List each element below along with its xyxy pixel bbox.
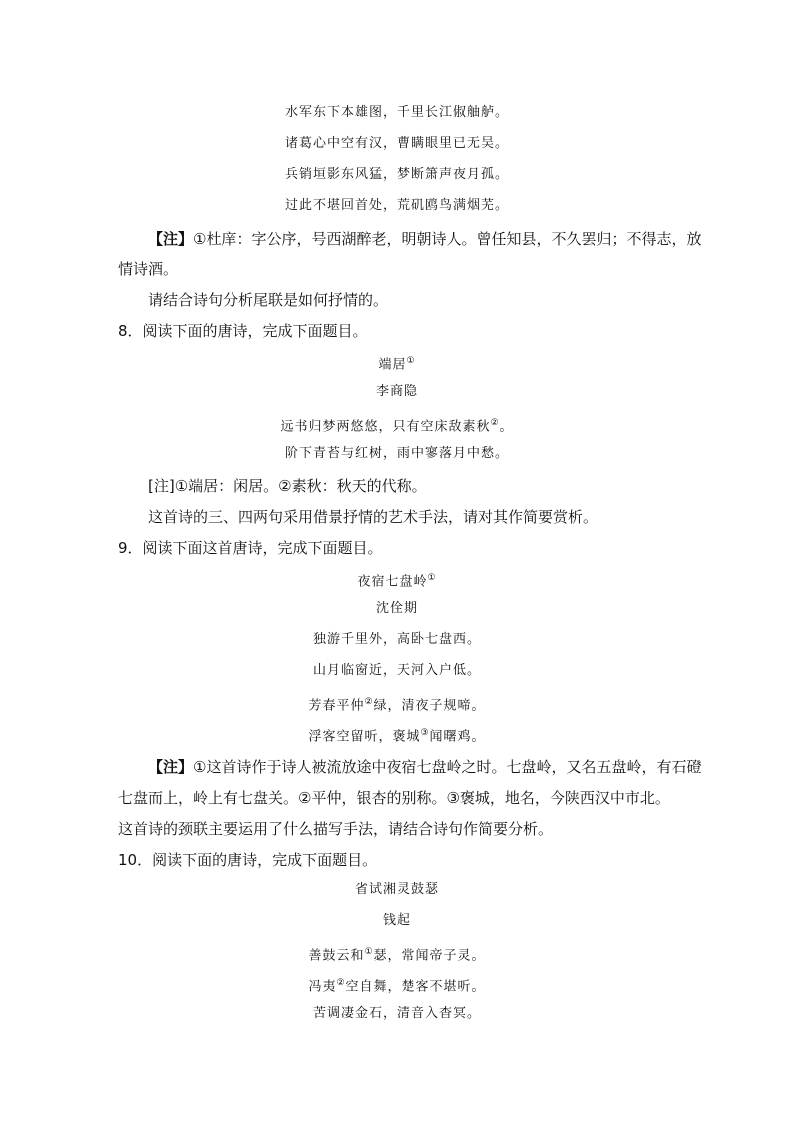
note-tag: 【注】 [148,230,194,248]
poem1-question: 请结合诗句分析尾联是如何抒情的。 [148,291,389,309]
q8-question: 这首诗的三、四两句采用借景抒情的艺术手法，请对其作简要赏析。 [148,508,599,526]
q8-title [0,351,794,375]
q8-line-1-text: 远书归梦两悠悠，只有空床敌素秋 [280,419,491,435]
q9-note-tag: 【注】 [148,758,194,776]
q8-line-1-end: 。 [499,419,514,435]
q9-line-1: 独游千里外，高卧七盘西。 [312,632,481,647]
q10-line-1a: 善鼓云和 [308,948,365,964]
q9-author: 沈佺期 [375,601,418,616]
q9-line-3-sup: ② [364,697,374,707]
q8-author: 李商隐 [375,384,418,399]
q8-title-text: 端居 [378,357,407,373]
q10-line-2 [0,973,794,997]
q9-line-3a: 芳春平仲 [308,698,365,714]
q9-line-3b: 绿，清夜子规啼。 [373,698,486,714]
poem1-line-2: 诸葛心中空有汉，曹瞒眼里已无吴。 [284,136,509,151]
q9-line-4-sup: ③ [420,728,430,738]
q10-author: 钱起 [382,913,411,928]
q10-line-2b: 空自舞，楚客不堪听。 [345,979,486,995]
q9-title-sup: ① [427,573,437,583]
note-text: ①杜庠：字公序，号西湖醉老，明朝诗人。曾任知县，不久罢归；不得志，放 [193,230,702,248]
poem1-note-cont: 情诗酒。 [118,260,179,278]
q10-line-2a: 冯夷 [308,979,337,995]
q8-line-2: 阶下青苔与红树，雨中寥落月中愁。 [284,446,509,461]
q8-note: [注]①端居：闲居。②素秋：秋天的代称。 [148,477,427,495]
q10-line-3: 苦调凄金石，清音入杳冥。 [312,1006,481,1021]
poem1-line-1: 水军东下本雄图，千里长江俶舳舻。 [284,105,509,120]
poem1-line-4: 过此不堪回首处，荒矶鸥鸟满烟芜。 [284,198,509,213]
q9-title [0,568,794,592]
q9-heading: 9．阅读下面这首唐诗，完成下面题目。 [118,539,383,557]
q10-line-2-sup: ② [336,978,346,988]
q8-line-1 [0,413,794,437]
q9-title-text: 夜宿七盘岭 [357,574,428,590]
poem1-line-3: 兵销垣影东风猛，梦断箫声夜月孤。 [284,167,509,182]
poem1-note [148,229,718,249]
q8-title-sup: ① [406,356,416,366]
q10-title: 省试湘灵鼓瑟 [354,882,439,897]
q8-heading: 8．阅读下面的唐诗，完成下面题目。 [118,322,368,340]
q10-line-1 [0,942,794,966]
q9-note [148,757,718,777]
q9-line-4a: 浮客空留听，褒城 [308,729,421,745]
q10-line-1-sup: ① [364,947,374,957]
q9-note-text: ①这首诗作于诗人被流放途中夜宿七盘岭之时。七盘岭，又名五盘岭，有石磴 [193,758,702,776]
q9-note-cont: 七盘而上，岭上有七盘关。②平仲，银杏的别称。③褒城，地名，今陕西汉中市北。 [118,789,670,807]
q9-line-4 [0,723,794,747]
q9-line-4b: 闻曙鸡。 [429,729,486,745]
q9-question: 这首诗的颈联主要运用了什么描写手法，请结合诗句作简要分析。 [118,820,554,838]
q10-heading: 10．阅读下面的唐诗，完成下面题目。 [118,851,378,869]
q10-line-1b: 瑟，常闻帝子灵。 [373,948,486,964]
q8-line-1-sup: ② [490,418,500,428]
q9-line-2: 山月临窗近，天河入户低。 [312,663,481,678]
q9-line-3 [0,692,794,716]
